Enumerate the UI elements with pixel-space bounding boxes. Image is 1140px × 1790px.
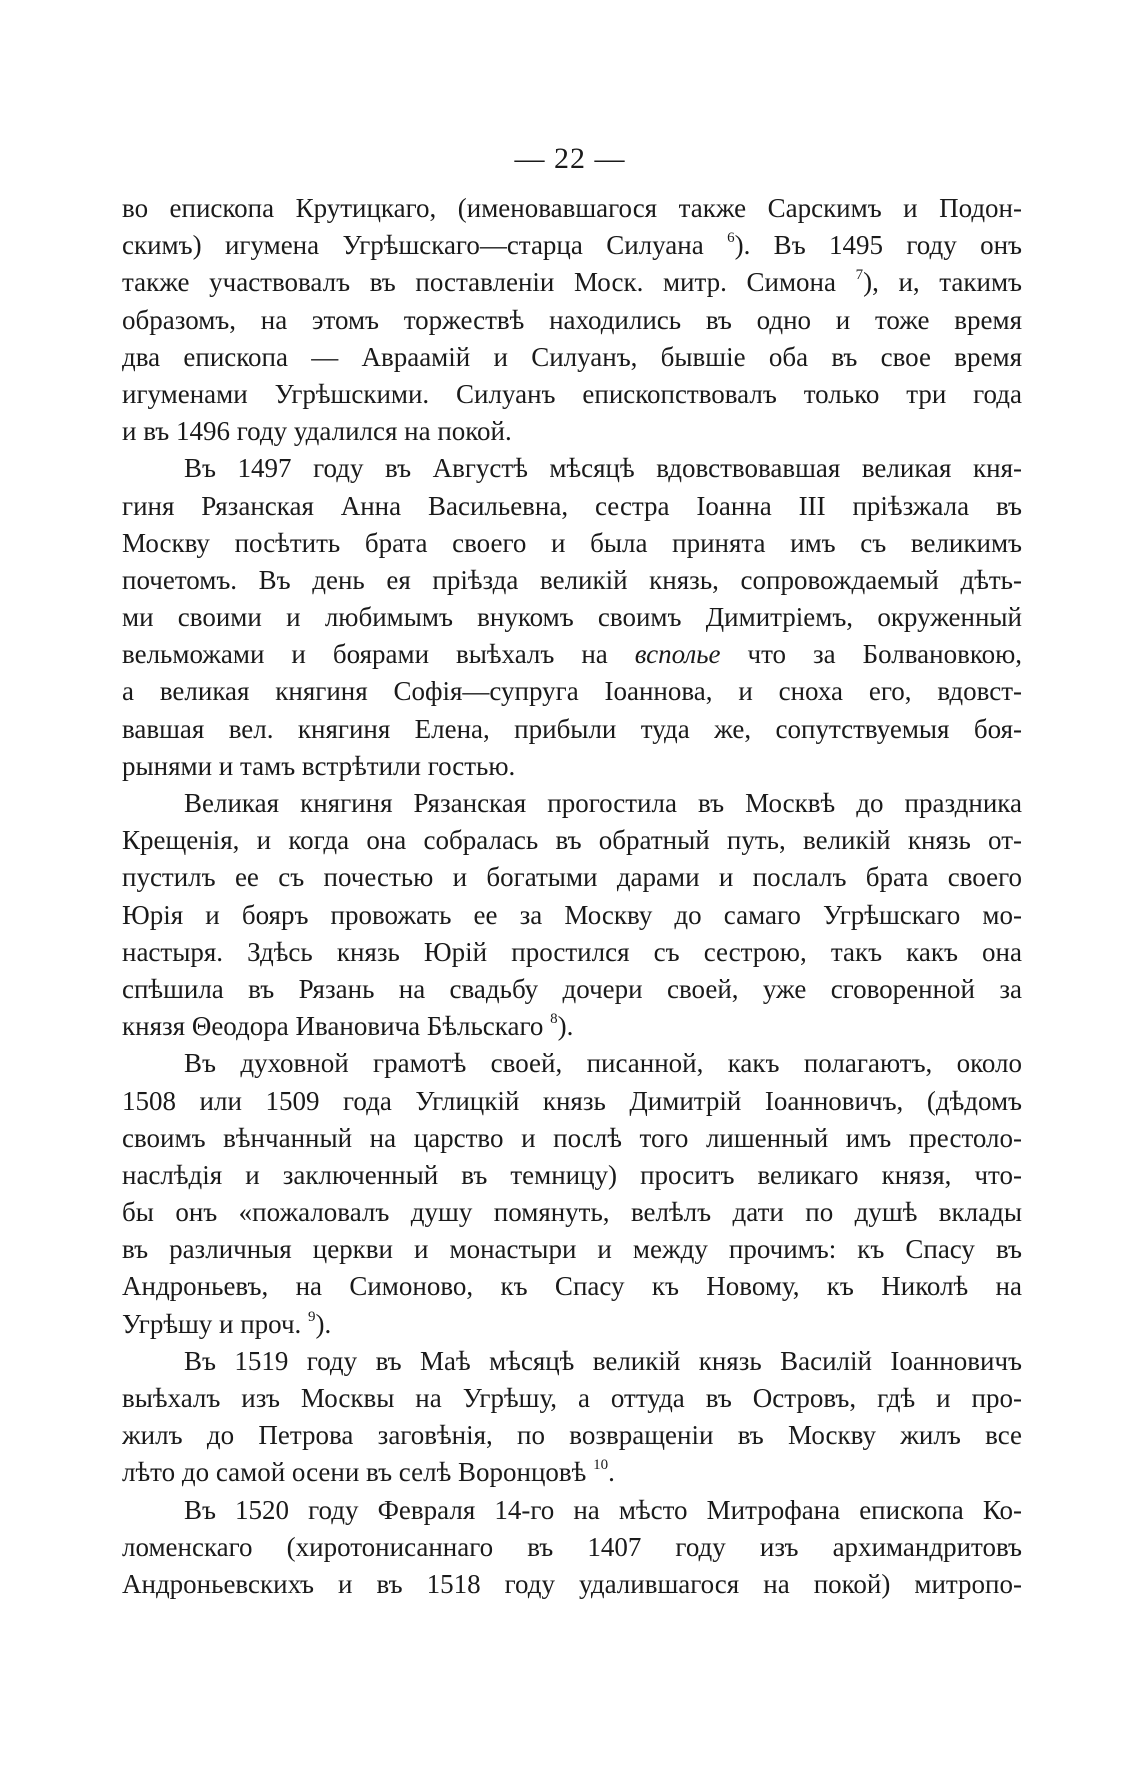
line-text: образомъ, на этомъ торжествѣ находились въ одно и тоже время <box>122 304 1022 335</box>
text-line <box>122 1008 1022 1045</box>
line-text: что за Болвановкою, <box>720 639 1022 670</box>
text-line <box>122 562 1022 599</box>
body-text <box>122 190 1022 1603</box>
text-line <box>122 711 1022 748</box>
text-line <box>122 190 1022 227</box>
footnote-ref: 9 <box>308 1308 316 1325</box>
text-line <box>122 1343 1022 1380</box>
text-line <box>122 1045 1022 1082</box>
text-line <box>122 897 1022 934</box>
line-text: Андроньевскихъ и въ 1518 году удалившагося на покой) митропо- <box>122 1568 1022 1599</box>
line-text: ), и, такимъ <box>863 267 1022 298</box>
text-line <box>122 227 1022 264</box>
line-text: князя Θеодора Ивановича Бѣльскаго <box>122 1011 551 1042</box>
line-text: 1508 или 1509 года Углицкій князь Димитрій Іоанновичъ, (дѣдомъ <box>122 1085 1022 1116</box>
line-text: бы онъ «пожаловалъ душу помянуть, велѣлъ дати по душѣ вклады <box>122 1197 1022 1228</box>
line-text: Въ 1520 году Февраля 14-го на мѣсто Митрофана епископа Ко- <box>184 1494 1022 1525</box>
line-text: пустилъ ее съ почестью и богатыми дарами и послалъ брата своего <box>122 862 1022 893</box>
text-line <box>122 822 1022 859</box>
emphasis-text: всполье <box>634 639 721 670</box>
line-text: во епископа Крутицкаго, (именовавшагося также Сарскимъ и Подон- <box>122 193 1022 223</box>
line-text: Андроньевъ, на Симоново, къ Спасу къ Новому, къ Николѣ на <box>122 1271 1022 1302</box>
line-text: и въ 1496 году удалился на покой. <box>122 416 512 447</box>
line-text: также участвовалъ въ поставленіи Моск. митр. Симона <box>122 267 856 298</box>
line-text: скимъ) игумена Угрѣшскаго—старца Силуана <box>122 230 728 261</box>
text-line <box>122 1231 1022 1268</box>
line-text: Въ 1519 году въ Маѣ мѣсяцѣ великій князь Василій Іоанновичъ <box>184 1345 1022 1376</box>
line-text: ). <box>315 1308 332 1339</box>
text-line <box>122 488 1022 525</box>
line-text: Великая княгиня Рязанская прогостила въ Москвѣ до праздника <box>184 788 1022 818</box>
line-text: . <box>608 1457 615 1488</box>
line-text: ). <box>557 1011 574 1042</box>
footnote-ref: 10 <box>593 1457 609 1474</box>
text-line <box>122 302 1022 339</box>
text-line <box>122 1194 1022 1231</box>
line-text: ). Въ 1495 году онъ <box>734 230 1022 261</box>
line-text: въ различныя церкви и монастыри и между прочимъ: къ Спасу въ <box>122 1234 1022 1265</box>
page-number: — 22 — <box>514 142 626 175</box>
line-text: вавшая вел. княгиня Елена, прибыли туда же, сопутствуемыя боя- <box>122 713 1022 744</box>
line-text: настыря. Здѣсь князь Юрій простился съ сестрою, такъ какъ она <box>122 936 1022 967</box>
line-text: своимъ вѣнчанный на царство и послѣ того лишенный имъ престоло- <box>122 1122 1022 1153</box>
line-text: Въ 1497 году въ Августѣ мѣсяцѣ вдовствовавшая великая кня- <box>184 453 1022 484</box>
line-text: ломенскаго (хиротонисаннаго въ 1407 году изъ архимандритовъ <box>122 1531 1022 1562</box>
text-line <box>122 264 1022 301</box>
line-text: Юрія и бояръ провожать ее за Москву до самаго Угрѣшскаго мо- <box>122 899 1022 930</box>
text-line <box>122 525 1022 562</box>
text-line <box>122 673 1022 710</box>
text-line <box>122 1120 1022 1157</box>
line-text: наслѣдія и заключенный въ темницу) проситъ великаго князя, что- <box>122 1159 1022 1190</box>
line-text: выѣхалъ изъ Москвы на Угрѣшу, а оттуда въ Островъ, гдѣ и про- <box>122 1383 1022 1413</box>
text-line <box>122 450 1022 487</box>
line-text: лѣто до самой осени въ селѣ Воронцовѣ <box>122 1457 594 1488</box>
text-line <box>122 859 1022 896</box>
line-text: Угрѣшу и проч. <box>122 1308 309 1339</box>
text-line <box>122 599 1022 636</box>
line-text: рынями и тамъ встрѣтили гостью. <box>122 750 516 781</box>
text-line <box>122 1492 1022 1529</box>
text-line <box>122 1566 1022 1603</box>
text-line <box>122 1529 1022 1566</box>
line-text: Москву посѣтить брата своего и была принята имъ съ великимъ <box>122 527 1022 558</box>
line-text: два епископа — Авраамій и Силуанъ, бывшіе оба въ свое время <box>122 341 1022 372</box>
line-text: вельможами и боярами выѣхалъ на <box>122 639 635 670</box>
text-line <box>122 413 1022 450</box>
text-line <box>122 1157 1022 1194</box>
text-line <box>122 1380 1022 1417</box>
line-text: ми своими и любимымъ внукомъ своимъ Димитріемъ, окруженный <box>122 602 1022 633</box>
line-text: жилъ до Петрова заговѣнія, по возвращеніи въ Москву жилъ все <box>122 1420 1022 1451</box>
text-line <box>122 1268 1022 1305</box>
text-line <box>122 748 1022 785</box>
line-text: почетомъ. Въ день ея пріѣзда великій князь, сопровождаемый дѣть- <box>122 564 1022 595</box>
text-line <box>122 1306 1022 1343</box>
line-text: игуменами Угрѣшскими. Силуанъ епископствовалъ только три года <box>122 378 1022 409</box>
text-line <box>122 1083 1022 1120</box>
line-text: гиня Рязанская Анна Васильевна, сестра Іоанна III пріѣзжала въ <box>122 490 1022 521</box>
text-line <box>122 785 1022 822</box>
text-line <box>122 339 1022 376</box>
text-line <box>122 376 1022 413</box>
footnote-ref: 6 <box>727 230 735 247</box>
line-text: спѣшила въ Рязань на свадьбу дочери своей, уже сговоренной за <box>122 973 1022 1004</box>
footnote-ref: 7 <box>855 267 864 284</box>
line-text: Крещенія, и когда она собралась въ обратный путь, великій князь от- <box>122 825 1022 856</box>
text-line <box>122 636 1022 673</box>
text-line <box>122 1454 1022 1491</box>
footnote-ref: 8 <box>550 1011 558 1028</box>
text-line <box>122 934 1022 971</box>
text-line <box>122 1417 1022 1454</box>
line-text: Въ духовной грамотѣ своей, писанной, какъ полагаютъ, около <box>184 1048 1022 1079</box>
text-line <box>122 971 1022 1008</box>
line-text: а великая княгиня Софія—супруга Іоаннова, и сноха его, вдовст- <box>122 676 1022 707</box>
